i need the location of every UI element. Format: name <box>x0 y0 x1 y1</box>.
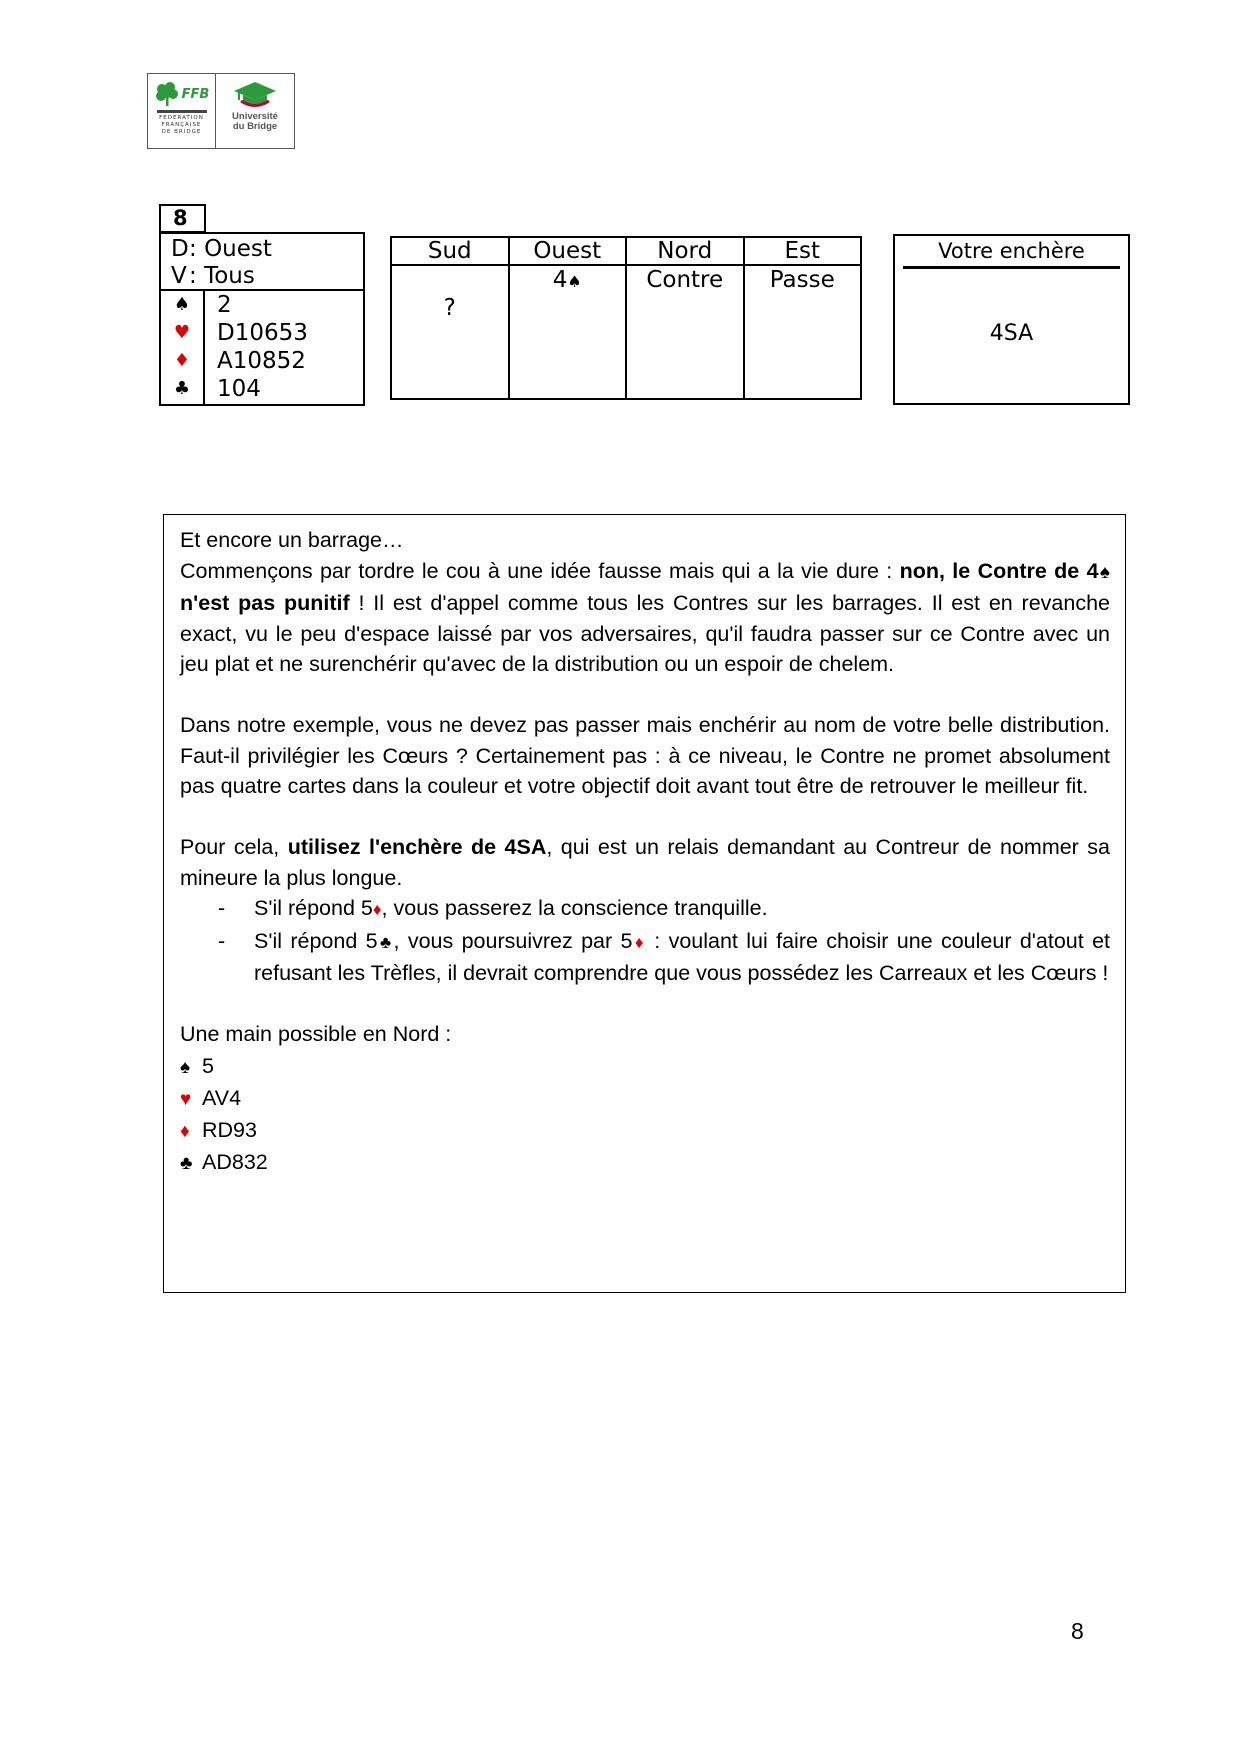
ffb-sub-line: FEDERATION <box>159 115 204 121</box>
spacer <box>180 680 1110 711</box>
diamond-icon: ♦ <box>632 932 646 952</box>
text-span: : voulant lui faire choisir une couleur d'atout et refusant les Trèfles, il devrait comprendre que vous possédez les Carreaux et les Cœurs ! <box>254 928 1110 985</box>
club-cards: 104 <box>217 376 261 402</box>
bid-level: 4 <box>552 267 568 293</box>
paragraph-1 <box>180 556 1110 680</box>
univ-line: du Bridge <box>232 121 278 132</box>
bullet-item <box>180 893 1110 926</box>
vulnerability-line: V: Tous <box>171 263 255 289</box>
ffb-mark <box>154 80 210 108</box>
text-span: , vous passerez la conscience tranquille. <box>381 896 768 920</box>
auction-column-nord <box>627 238 745 398</box>
your-bid-answer: 4SA <box>989 321 1034 346</box>
auction-column-sud <box>392 238 510 398</box>
ffb-sub-line: FRANÇAISE <box>161 122 202 128</box>
bullet-list <box>180 893 1110 989</box>
ffb-logo <box>147 73 295 149</box>
bold-text: n'est pas punitif <box>180 591 350 615</box>
north-spades <box>180 1050 1110 1082</box>
text-span: , vous poursuivrez par 5 <box>393 928 633 953</box>
your-bid-box <box>893 234 1130 405</box>
club-icon: ♣ <box>180 1152 193 1174</box>
dealer-line: D: Ouest <box>171 236 272 262</box>
auction-cell-est-bid: Passe <box>769 267 835 293</box>
heart-icon: ♥ <box>173 322 191 343</box>
your-bid-title: Votre enchère <box>938 239 1085 263</box>
graduation-cap-icon <box>232 80 278 110</box>
paragraph-3 <box>180 832 1110 893</box>
text-span: S'il répond 5 <box>254 896 373 920</box>
dealer-label: D <box>171 236 189 262</box>
south-hand <box>161 291 363 404</box>
auction-cell <box>392 266 508 294</box>
auction-cell-question: ? <box>443 295 456 321</box>
club-icon: ♣ <box>173 378 191 399</box>
heart-icon: ♥ <box>180 1088 192 1110</box>
diamond-icon: ♦ <box>173 350 191 371</box>
auction-cell-nord-bid: Contre <box>646 267 724 293</box>
north-clubs <box>180 1146 1110 1178</box>
deal-box <box>159 232 365 406</box>
ffb-wordmark: FFB <box>181 86 210 102</box>
tree-icon <box>154 81 180 107</box>
north-cards: 5 <box>202 1053 214 1078</box>
north-hand-title: Une main possible en Nord : <box>180 1022 452 1046</box>
suit-column <box>161 291 205 404</box>
deal-number: 8 <box>159 204 206 233</box>
diamond-cards: A10852 <box>217 348 306 374</box>
text-span: Pour cela, <box>180 835 288 859</box>
your-bid-rule <box>903 266 1120 269</box>
universite-logo <box>216 74 294 148</box>
text-span: ! Il est d'appel comme tous les Contres sur les barrages. Il est en revanche exact, vu le peu d'espace laissé par vos adversaires, qu'il faudra passer sur ce Contre avec un jeu plat et ne surenchérir qu'avec de la distribution ou un espoir de chelem. <box>180 591 1110 676</box>
page-number: 8 <box>1071 1618 1084 1644</box>
text-span: Commençons par tordre le cou à une idée fausse mais qui a la vie dure : <box>180 558 900 583</box>
spacer <box>180 989 1110 1020</box>
spade-icon: ♠ <box>1098 561 1111 583</box>
ffb-sub-line: DE BRIDGE <box>161 129 202 135</box>
text-span: , qui est un relais demandant au Contreur de nommer sa mineure la plus longue. <box>180 835 1110 890</box>
explanation-box <box>163 514 1126 1293</box>
logo-divider <box>157 110 207 113</box>
ffb-logo-left <box>148 74 216 148</box>
bold-text: non, le Contre de 4 <box>899 558 1099 583</box>
diamond-icon: ♦ <box>372 900 382 919</box>
cards-column <box>205 291 363 404</box>
intro-line: Et encore un barrage… <box>180 528 404 552</box>
spade-icon: ♠ <box>180 1056 191 1078</box>
north-cards: AV4 <box>202 1085 242 1110</box>
spade-icon: ♠ <box>173 294 191 315</box>
universite-wordmark <box>232 112 278 132</box>
text-span: S'il répond 5 <box>254 928 378 953</box>
north-hearts <box>180 1082 1110 1114</box>
bullet-dash: - <box>218 928 226 953</box>
ffb-subtitle <box>159 115 204 136</box>
paragraph-2: Dans notre exemple, vous ne devez pas passer mais enchérir au nom de votre belle distribution. Faut-il privilégier les Cœurs ? Certainement pas : à ce niveau, le Contre ne promet absolument pas quatre cartes dans la couleur et votre objectif doit avant tout être de retrouver le meilleur fit. <box>180 713 1110 798</box>
club-icon: ♣ <box>377 932 394 952</box>
diamond-icon: ♦ <box>180 1120 190 1142</box>
auction-cell-ouest-bid <box>510 266 626 294</box>
vuln-label: V <box>171 263 187 289</box>
auction-header: Sud <box>392 238 508 266</box>
auction-column-est <box>745 238 861 398</box>
dealer-value: Ouest <box>204 236 272 262</box>
north-cards: RD93 <box>202 1117 257 1142</box>
spade-icon: ♠ <box>567 272 582 291</box>
spade-cards: 2 <box>217 292 232 318</box>
spacer <box>180 802 1110 833</box>
auction-header: Est <box>745 238 861 266</box>
auction-table <box>390 236 862 400</box>
deal-header <box>161 234 363 291</box>
auction-header: Ouest <box>510 238 626 266</box>
heart-cards: D10653 <box>217 320 308 346</box>
auction-header: Nord <box>627 238 743 266</box>
bold-text: utilisez l'enchère de 4SA <box>287 835 547 859</box>
vuln-value: Tous <box>204 263 255 289</box>
north-diamonds <box>180 1114 1110 1146</box>
north-cards: AD832 <box>202 1149 268 1174</box>
auction-column-ouest <box>510 238 628 398</box>
bullet-dash: - <box>218 896 226 920</box>
bullet-item <box>180 926 1110 989</box>
univ-line: Université <box>232 111 278 122</box>
